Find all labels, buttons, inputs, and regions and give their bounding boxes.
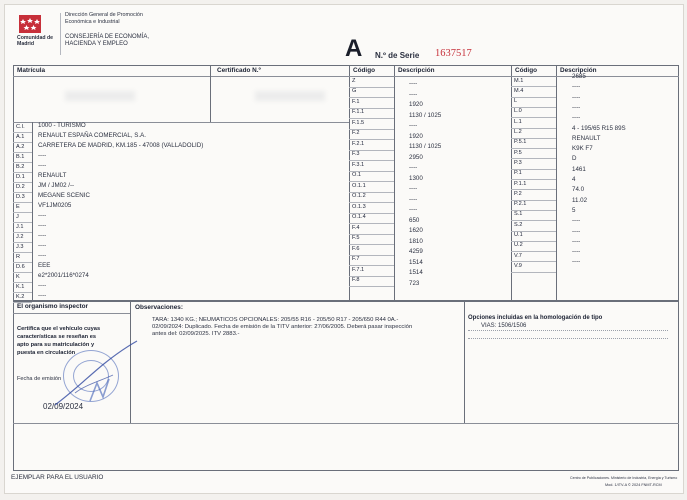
series-letter: A (345, 35, 363, 62)
mid-desc-header: Descripción (398, 67, 435, 74)
right-row-value: ---- (572, 93, 581, 101)
inspection-card (4, 4, 684, 494)
right-row-code: L.1 (514, 118, 522, 125)
mid-row-value: 1130 / 1025 (409, 143, 442, 150)
right-row-code: P.5 (514, 149, 522, 156)
dg-line-1: Dirección General de Promoción (65, 12, 143, 18)
right-row-value: K9K F7 (572, 145, 593, 153)
mid-row-code: F.1.5 (352, 119, 365, 126)
mid-row-value: 650 (409, 216, 420, 224)
mid-row-code: F.3 (352, 151, 360, 157)
right-row-value: ---- (572, 83, 581, 91)
left-row-value: JM / JM02 /-- (38, 182, 75, 189)
right-row-code: S.1 (514, 211, 523, 218)
right-row-value: 4 - 195/65 R15 89S (572, 124, 626, 132)
left-row-value: EEE (38, 262, 51, 269)
obs-line-2: 02/09/2024: Duplicado. Fecha de emisión de la TITV anterior: 27/06/2005. Deberá pasar inspección (152, 324, 413, 330)
mid-row-value: ---- (409, 195, 418, 203)
certificado-label: Certificado N.º (217, 67, 261, 74)
left-row-value: RENAULT ESPAÑA COMERCIAL, S.A. (38, 132, 146, 139)
left-row-code: K.2 (16, 293, 25, 300)
mid-row-value: 1514 (409, 258, 423, 266)
mid-row-code: F.1 (352, 98, 360, 105)
obs-line-1: TARA: 1340 KG.; NEUMATICOS OPCIONALES: 205/55 R16 - 205/50 R17 - 205/650 R44 0A.- (152, 317, 399, 323)
observaciones-title: Observaciones: (135, 304, 183, 311)
left-row-code: D.3 (16, 193, 25, 200)
left-row-value: ---- (38, 242, 47, 249)
right-row-code: P.2.1 (514, 201, 527, 208)
fecha-value: 02/09/2024 (43, 402, 84, 411)
dg-line-2: Económica e Industrial (65, 19, 120, 25)
inspector-title: El organismo inspector (17, 303, 89, 310)
mid-row-value: ---- (409, 164, 418, 171)
mid-row-value: 1920 (409, 101, 423, 108)
signature-icon (45, 335, 145, 415)
obs-line-3: antes del: 02/09/2025. ITV 2883.- (152, 331, 240, 337)
right-row-code: V.7 (514, 252, 522, 259)
left-row-code: D.1 (16, 173, 25, 180)
right-row-value: 4 (572, 176, 576, 183)
mid-row-code: F.5 (352, 235, 360, 241)
left-row-value: ---- (38, 212, 47, 219)
mid-row-code: F.1.1 (352, 109, 365, 115)
right-row-code: P.1 (514, 170, 522, 177)
cert-line-4: puesta en circulación (17, 350, 76, 356)
mid-row-code: F.3.1 (352, 161, 365, 168)
mid-code-header: Código (353, 67, 376, 74)
left-row-code: A.1 (16, 133, 25, 140)
left-row-code: E (16, 203, 20, 210)
mid-row-code: F.2 (352, 130, 360, 136)
stars-icon (19, 15, 41, 33)
mid-row-code: O.1.2 (352, 193, 366, 199)
opciones-value: VIAS: 1506/1506 (481, 323, 527, 329)
mid-row-code: F.2.1 (352, 140, 365, 147)
mid-row-code: Z (352, 77, 356, 84)
right-row-code: V.9 (514, 262, 522, 269)
left-row-value: 1000 - TURISMO (38, 122, 86, 129)
certificado-redacted (255, 91, 325, 101)
right-row-code: L.0 (514, 108, 522, 115)
mid-row-value: 1300 (409, 174, 423, 182)
left-row-code: K.1 (16, 283, 25, 290)
right-row-value: 5 (572, 206, 576, 214)
right-row-value: 1461 (572, 165, 586, 173)
left-row-value: MEGANE SCENIC (38, 192, 90, 199)
dept-line-1: CONSEJERÍA DE ECONOMÍA, (65, 34, 150, 40)
matricula-redacted (65, 91, 135, 101)
right-row-code: U.1 (514, 232, 523, 238)
right-row-code: L.2 (514, 129, 522, 135)
mid-row-value: ---- (409, 185, 418, 192)
mid-row-code: O.1 (352, 172, 362, 178)
mid-row-code: O.1.1 (352, 182, 366, 189)
mid-row-code: F.8 (352, 277, 360, 283)
left-row-value: ---- (38, 162, 47, 169)
mid-row-value: 2950 (409, 153, 423, 161)
right-row-code: S.2 (514, 221, 523, 228)
mid-row-value: 4259 (409, 248, 423, 255)
mid-row-code: G (352, 88, 357, 94)
cert-line-2: características se reseñan es (17, 334, 97, 340)
dept-line-2: HACIENDA Y EMPLEO (65, 41, 128, 47)
mid-row-value: 1514 (409, 269, 423, 276)
logo-text: Comunidad de Madrid (17, 35, 54, 47)
right-desc-header: Descripción (560, 67, 597, 74)
left-row-value: ---- (38, 232, 47, 239)
left-row-code: C.I. (16, 123, 25, 130)
footer-left: EJEMPLAR PARA EL USUARIO (11, 474, 104, 481)
left-row-code: J.2 (16, 233, 24, 240)
left-row-value: ---- (38, 222, 47, 229)
right-row-code: P.3 (514, 159, 522, 166)
mid-row-value: ---- (409, 122, 418, 129)
right-row-value: RENAULT (572, 134, 601, 142)
left-row-value: ---- (38, 282, 47, 289)
right-row-value: ---- (572, 114, 581, 122)
left-row-value: RENAULT (38, 172, 67, 179)
right-row-code: M.4 (514, 87, 524, 94)
right-row-code: P.5.1 (514, 139, 527, 146)
mid-row-code: F.7.1 (352, 266, 365, 273)
right-code-header: Código (515, 67, 538, 74)
mid-row-value: ---- (409, 90, 418, 98)
left-row-code: D.6 (16, 263, 25, 270)
left-row-code: J (16, 213, 19, 220)
mid-row-code: F.4 (352, 224, 360, 231)
left-row-value: VF1JM0205 (38, 202, 72, 209)
left-row-code: D.2 (16, 183, 25, 190)
madrid-logo (19, 15, 41, 33)
left-row-code: K (16, 273, 20, 280)
right-row-value: ---- (572, 217, 581, 225)
left-row-code: J.1 (16, 223, 24, 230)
mid-row-value: 1130 / 1025 (409, 111, 442, 119)
right-row-value: 11.02 (572, 196, 588, 204)
series-number: 1637517 (435, 48, 472, 59)
left-row-code: J.3 (16, 243, 24, 250)
right-row-value: ---- (572, 258, 581, 266)
right-row-code: P.1.1 (514, 180, 527, 187)
fecha-label: Fecha de emisión (17, 376, 62, 382)
series-label: N.º de Serie (375, 51, 420, 60)
mid-row-value: 1810 (409, 237, 423, 245)
cert-line-1: Certifica que el vehículo cuyas (17, 326, 101, 332)
mid-row-value: 723 (409, 279, 420, 287)
mid-row-code: O.1.4 (352, 214, 366, 220)
footer-right-1: Centro de Publicaciones. Ministerio de Industria, Energía y Turismo (570, 476, 678, 480)
right-row-value: ---- (572, 227, 581, 235)
mid-row-value: ---- (409, 206, 418, 213)
left-row-code: B.1 (16, 153, 25, 160)
right-row-value: ---- (572, 248, 581, 256)
left-row-value: e2*2001/116*0274 (38, 272, 89, 279)
left-row-value: ---- (38, 292, 47, 299)
right-row-code: L (514, 98, 518, 105)
right-row-value: 2685 (572, 73, 586, 80)
mid-row-value: ---- (409, 80, 418, 87)
mid-row-code: F.6 (352, 245, 360, 252)
right-row-value: 74.0 (572, 186, 585, 194)
right-row-code: P.2 (514, 190, 522, 197)
mid-row-value: 1920 (409, 132, 423, 140)
right-row-value: D (572, 155, 577, 163)
opciones-title: Opciones incluidas en la homologación de tipo (468, 315, 603, 321)
mid-row-value: 1620 (409, 227, 423, 234)
left-row-code: A.2 (16, 143, 25, 150)
left-row-value: ---- (38, 152, 47, 159)
mid-row-code: O.1.3 (352, 203, 366, 210)
left-row-code: B.2 (16, 163, 25, 170)
right-row-code: U.2 (514, 242, 523, 249)
matricula-label: Matrícula (17, 67, 46, 74)
right-row-value: ---- (572, 237, 581, 245)
footer-right-2: Mod. 1/ITV-A © 2024 FNMT-RCM (605, 483, 662, 487)
left-row-code: R (16, 253, 21, 260)
left-row-value: ---- (38, 252, 47, 259)
right-row-code: M.1 (514, 77, 524, 84)
right-row-value: ---- (572, 103, 581, 111)
cert-line-3: apto para su matriculación y (17, 342, 95, 348)
mid-row-code: F.7 (352, 256, 360, 262)
left-row-value: CARRETERA DE MADRID, KM.185 - 47008 (VALLADOLID) (38, 142, 204, 149)
